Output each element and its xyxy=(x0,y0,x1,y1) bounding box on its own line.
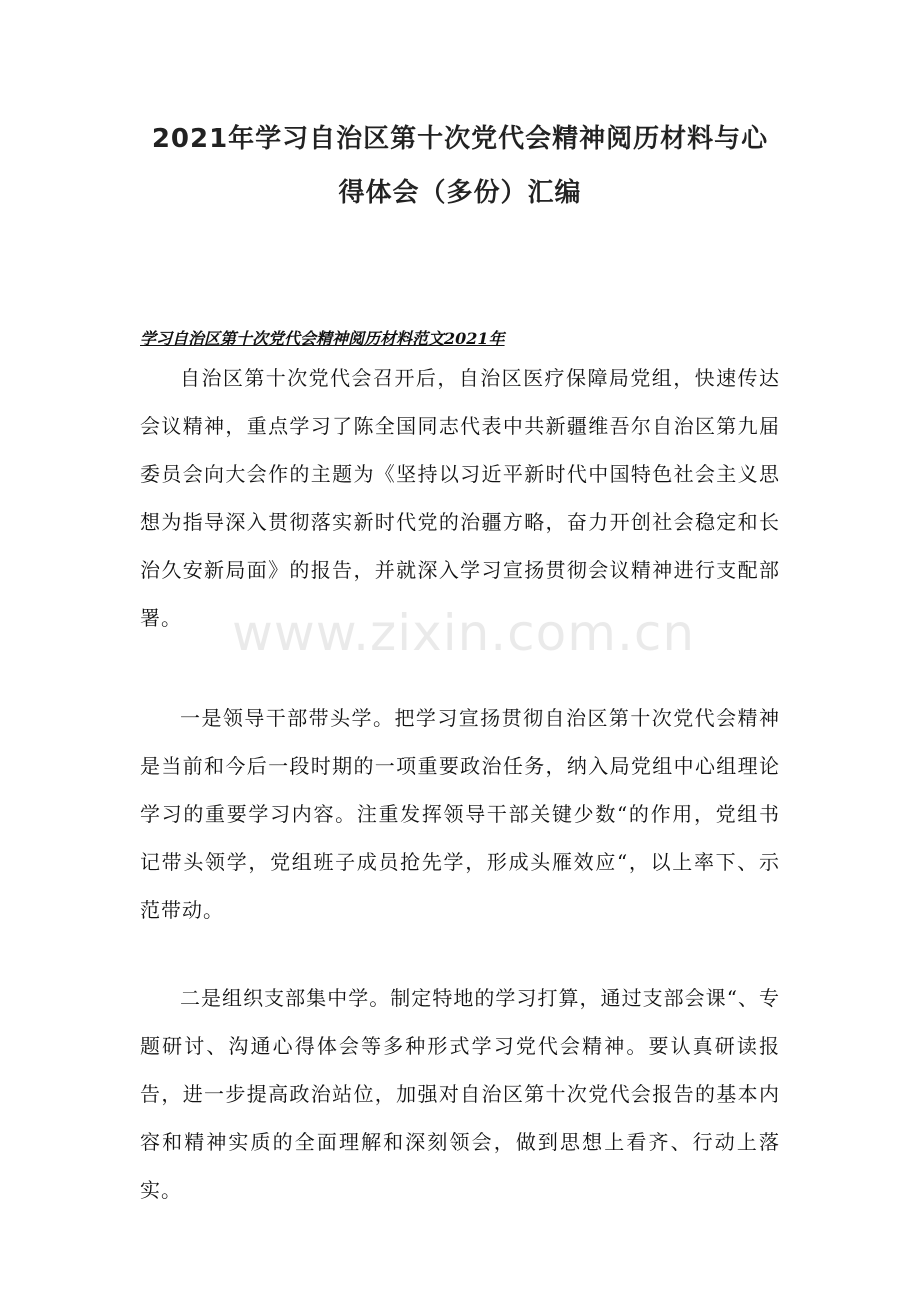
paragraph-branch-study: 二是组织支部集中学。制定特地的学习打算，通过支部会课“、专题研讨、沟通心得体会等多种形式学习党代会精神。要认真研读报告，进一步提高政治站位，加强对自治区第十次党代会报告的基本内容和精神实质的全面理解和深刻领会，做到思想上看齐、行动上落实。 xyxy=(140,986,780,1202)
watermark: www.zixin.com.cn xyxy=(232,604,696,662)
paragraph-intro: 自治区第十次党代会召开后，自治区医疗保障局党组，快速传达会议精神，重点学习了陈全国同志代表中共新疆维吾尔自治区第九届委员会向大会作的主题为《坚持以习近平新时代中国特色社会主义思想为指导深入贯彻落实新时代党的治疆方略，奋力开创社会稳定和长治久安新局面》的报告，并就深入学习宣扬贯彻会议精神进行支配部署。 xyxy=(140,366,780,630)
paragraph-leaders-study: 一是领导干部带头学。把学习宣扬贯彻自治区第十次党代会精神是当前和今后一段时期的一项重要政治任务，纳入局党组中心组理论学习的重要学习内容。注重发挥领导干部关键少数“的作用，党组书记带头领学，党组班子成员抢先学，形成头雁效应“，以上率下、示范带动。 xyxy=(140,706,780,922)
document-title xyxy=(120,112,800,220)
document-title-line-2: 得体会（多份）汇编 xyxy=(338,178,582,208)
section-heading: 学习自治区第十次党代会精神阅历材料范文2021年 xyxy=(140,329,505,348)
document-title-line-1: 2021年学习自治区第十次党代会精神阅历材料与心 xyxy=(151,124,769,154)
